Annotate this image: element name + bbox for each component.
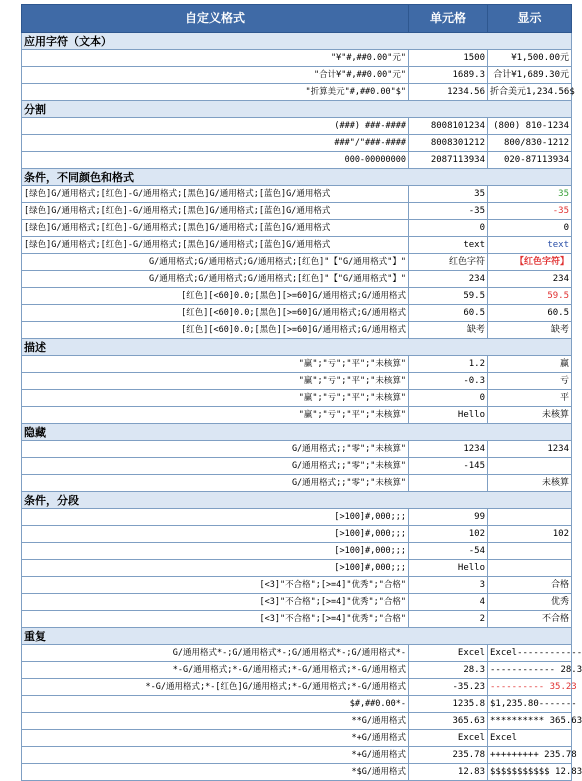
table-row xyxy=(22,118,572,135)
section-row xyxy=(22,33,572,50)
value-cell[interactable]: text xyxy=(409,237,488,254)
display-cell[interactable]: $$$$$$$$$$$ 12.83 xyxy=(488,764,572,781)
section-row xyxy=(22,424,572,441)
table-row xyxy=(22,67,572,84)
format-cell[interactable]: [<3]"不合格";[>=4]"优秀";"合格" xyxy=(22,577,409,594)
format-cell[interactable]: "¥"#,##0.00"元" xyxy=(22,50,409,67)
display-cell[interactable]: 020-87113934 xyxy=(488,152,572,169)
table-row xyxy=(22,458,572,475)
table-row xyxy=(22,526,572,543)
value-cell[interactable] xyxy=(409,475,488,492)
table-row xyxy=(22,50,572,67)
display-cell[interactable] xyxy=(488,543,572,560)
section-title[interactable]: 条件，分段 xyxy=(22,492,572,509)
format-cell[interactable]: "赢";"亏";"平";"未核算" xyxy=(22,373,409,390)
value-cell[interactable]: 102 xyxy=(409,526,488,543)
value-cell[interactable]: 1235.8 xyxy=(409,696,488,713)
display-cell[interactable]: 赢 xyxy=(488,356,572,373)
section-row xyxy=(22,628,572,645)
format-cell[interactable]: "赢";"亏";"平";"未核算" xyxy=(22,356,409,373)
table-row xyxy=(22,475,572,492)
display-cell[interactable]: ------------ 28.3 xyxy=(488,662,572,679)
display-cell[interactable]: 800/830-1212 xyxy=(488,135,572,152)
format-cell[interactable]: 000-00000000 xyxy=(22,152,409,169)
table-row xyxy=(22,713,572,730)
table-row xyxy=(22,220,572,237)
format-cell[interactable]: $#,##0.00*- xyxy=(22,696,409,713)
format-cell[interactable]: G/通用格式*-;G/通用格式*-;G/通用格式*-;G/通用格式*- xyxy=(22,645,409,662)
table-row xyxy=(22,560,572,577)
value-cell[interactable]: Excel xyxy=(409,730,488,747)
value-cell[interactable]: Hello xyxy=(409,560,488,577)
display-cell[interactable]: 234 xyxy=(488,271,572,288)
display-cell[interactable]: 亏 xyxy=(488,373,572,390)
table-row xyxy=(22,373,572,390)
format-cell[interactable]: [>100]#,000;;; xyxy=(22,509,409,526)
header-row xyxy=(22,5,572,33)
format-cell[interactable]: "赢";"亏";"平";"未核算" xyxy=(22,390,409,407)
format-cell[interactable]: G/通用格式;G/通用格式;G/通用格式;[红色]"【"G/通用格式"】" xyxy=(22,254,409,271)
value-cell[interactable]: 59.5 xyxy=(409,288,488,305)
format-cell[interactable]: [绿色]G/通用格式;[红色]-G/通用格式;[黑色]G/通用格式;[蓝色]G/通用格式 xyxy=(22,237,409,254)
display-cell[interactable]: 1234 xyxy=(488,441,572,458)
value-cell[interactable]: -35.23 xyxy=(409,679,488,696)
table-row xyxy=(22,135,572,152)
value-cell[interactable]: 红色字符 xyxy=(409,254,488,271)
format-cell[interactable]: [红色][<60]0.0;[黑色][>=60]G/通用格式;G/通用格式 xyxy=(22,288,409,305)
header-format[interactable]: 自定义格式 xyxy=(22,5,409,33)
table-row xyxy=(22,254,572,271)
value-cell[interactable]: 1234.56 xyxy=(409,84,488,101)
value-cell[interactable]: 8008301212 xyxy=(409,135,488,152)
format-cell[interactable]: **G/通用格式 xyxy=(22,713,409,730)
value-cell[interactable]: Excel xyxy=(409,645,488,662)
display-cell[interactable]: ********** 365.63 xyxy=(488,713,572,730)
display-cell[interactable]: text xyxy=(488,237,572,254)
section-row xyxy=(22,169,572,186)
display-cell[interactable]: 未核算 xyxy=(488,475,572,492)
table-row xyxy=(22,84,572,101)
display-cell[interactable]: 折合美元1,234.56$ xyxy=(488,84,572,101)
table-row xyxy=(22,611,572,628)
section-title[interactable]: 描述 xyxy=(22,339,572,356)
display-cell[interactable] xyxy=(488,509,572,526)
table-row xyxy=(22,288,572,305)
value-cell[interactable]: -35 xyxy=(409,203,488,220)
display-cell[interactable] xyxy=(488,458,572,475)
format-cell[interactable]: [<3]"不合格";[>=4]"优秀";"合格" xyxy=(22,594,409,611)
table-row xyxy=(22,271,572,288)
value-cell[interactable]: 35 xyxy=(409,186,488,203)
table-row xyxy=(22,305,572,322)
value-cell[interactable]: 365.63 xyxy=(409,713,488,730)
value-cell[interactable]: 4 xyxy=(409,594,488,611)
value-cell[interactable]: 60.5 xyxy=(409,305,488,322)
format-cell[interactable]: G/通用格式;G/通用格式;G/通用格式;[红色]"【"G/通用格式"】" xyxy=(22,271,409,288)
format-cell[interactable]: *-G/通用格式;*-[红色]G/通用格式;*-G/通用格式;*-G/通用格式 xyxy=(22,679,409,696)
table-row xyxy=(22,594,572,611)
display-cell[interactable]: 35 xyxy=(488,186,572,203)
table-row xyxy=(22,543,572,560)
format-cell[interactable]: *+G/通用格式 xyxy=(22,747,409,764)
value-cell[interactable]: 1689.3 xyxy=(409,67,488,84)
table-row xyxy=(22,356,572,373)
table-row xyxy=(22,186,572,203)
table-row xyxy=(22,645,572,662)
format-cell[interactable]: "折算美元"#,##0.00"$" xyxy=(22,84,409,101)
value-cell[interactable]: 8008101234 xyxy=(409,118,488,135)
table-row xyxy=(22,441,572,458)
display-cell[interactable]: 0 xyxy=(488,220,572,237)
table-row xyxy=(22,322,572,339)
section-title[interactable]: 条件，不同颜色和格式 xyxy=(22,169,572,186)
format-cell[interactable]: [>100]#,000;;; xyxy=(22,526,409,543)
custom-format-table xyxy=(21,4,582,781)
value-cell[interactable]: 2087113934 xyxy=(409,152,488,169)
display-cell[interactable]: 不合格 xyxy=(488,611,572,628)
section-title[interactable]: 隐藏 xyxy=(22,424,572,441)
display-cell[interactable]: Excel------------ xyxy=(488,645,572,662)
header-cell[interactable]: 单元格 xyxy=(409,5,488,33)
value-cell[interactable]: Hello xyxy=(409,407,488,424)
display-cell[interactable]: 平 xyxy=(488,390,572,407)
display-cell[interactable]: 缺考 xyxy=(488,322,572,339)
table-row xyxy=(22,390,572,407)
value-cell[interactable]: -54 xyxy=(409,543,488,560)
value-cell[interactable]: -145 xyxy=(409,458,488,475)
display-cell[interactable]: 【红色字符】 xyxy=(488,254,572,271)
display-cell[interactable]: 合计¥1,689.30元 xyxy=(488,67,572,84)
value-cell[interactable]: 12.83 xyxy=(409,764,488,781)
table-row xyxy=(22,730,572,747)
format-cell[interactable]: [绿色]G/通用格式;[红色]-G/通用格式;[黑色]G/通用格式;[蓝色]G/通用格式 xyxy=(22,186,409,203)
display-cell[interactable]: 60.5 xyxy=(488,305,572,322)
format-cell[interactable]: *$G/通用格式 xyxy=(22,764,409,781)
format-cell[interactable]: "合计¥"#,##0.00"元" xyxy=(22,67,409,84)
display-cell[interactable]: ¥1,500.00元 xyxy=(488,50,572,67)
format-cell[interactable]: "赢";"亏";"平";"未核算" xyxy=(22,407,409,424)
format-cell[interactable]: [红色][<60]0.0;[黑色][>=60]G/通用格式;G/通用格式 xyxy=(22,322,409,339)
format-cell[interactable]: (###) ###-#### xyxy=(22,118,409,135)
display-cell[interactable]: 102 xyxy=(488,526,572,543)
format-cell[interactable]: *+G/通用格式 xyxy=(22,730,409,747)
table-row xyxy=(22,509,572,526)
format-cell[interactable]: *-G/通用格式;*-G/通用格式;*-G/通用格式;*-G/通用格式 xyxy=(22,662,409,679)
display-cell[interactable]: -35 xyxy=(488,203,572,220)
table-row xyxy=(22,662,572,679)
section-row xyxy=(22,492,572,509)
format-table-container xyxy=(21,4,582,781)
value-cell[interactable]: 234 xyxy=(409,271,488,288)
section-title[interactable]: 分割 xyxy=(22,101,572,118)
display-cell[interactable]: $1,235.80------- xyxy=(488,696,572,713)
format-cell[interactable]: [<3]"不合格";[>=4]"优秀";"合格" xyxy=(22,611,409,628)
format-cell[interactable]: G/通用格式;;"零";"未核算" xyxy=(22,441,409,458)
value-cell[interactable]: 28.3 xyxy=(409,662,488,679)
value-cell[interactable]: 0 xyxy=(409,220,488,237)
display-cell[interactable]: 59.5 xyxy=(488,288,572,305)
display-cell[interactable]: Excel xyxy=(488,730,572,747)
value-cell[interactable]: 1500 xyxy=(409,50,488,67)
display-cell[interactable]: 优秀 xyxy=(488,594,572,611)
table-row xyxy=(22,152,572,169)
value-cell[interactable]: 2 xyxy=(409,611,488,628)
display-cell[interactable]: 合格 xyxy=(488,577,572,594)
table-row xyxy=(22,764,572,781)
format-cell[interactable]: [绿色]G/通用格式;[红色]-G/通用格式;[黑色]G/通用格式;[蓝色]G/通用格式 xyxy=(22,220,409,237)
format-cell[interactable]: G/通用格式;;"零";"未核算" xyxy=(22,458,409,475)
format-cell[interactable]: G/通用格式;;"零";"未核算" xyxy=(22,475,409,492)
format-cell[interactable]: [绿色]G/通用格式;[红色]-G/通用格式;[黑色]G/通用格式;[蓝色]G/通用格式 xyxy=(22,203,409,220)
display-cell[interactable] xyxy=(488,560,572,577)
value-cell[interactable]: 235.78 xyxy=(409,747,488,764)
table-row xyxy=(22,696,572,713)
value-cell[interactable]: 3 xyxy=(409,577,488,594)
table-row xyxy=(22,407,572,424)
value-cell[interactable]: 1234 xyxy=(409,441,488,458)
value-cell[interactable]: 1.2 xyxy=(409,356,488,373)
table-row xyxy=(22,203,572,220)
table-row xyxy=(22,679,572,696)
display-cell[interactable]: (800) 810-1234 xyxy=(488,118,572,135)
table-row xyxy=(22,747,572,764)
format-cell[interactable]: ###"/"###-#### xyxy=(22,135,409,152)
display-cell[interactable]: ---------- 35.23 xyxy=(488,679,572,696)
value-cell[interactable]: 99 xyxy=(409,509,488,526)
section-title[interactable]: 应用字符（文本） xyxy=(22,33,572,50)
format-cell[interactable]: [>100]#,000;;; xyxy=(22,543,409,560)
display-cell[interactable]: +++++++++ 235.78 xyxy=(488,747,572,764)
format-cell[interactable]: [>100]#,000;;; xyxy=(22,560,409,577)
value-cell[interactable]: 0 xyxy=(409,390,488,407)
header-display[interactable]: 显示 xyxy=(488,5,572,33)
section-row xyxy=(22,101,572,118)
display-cell[interactable]: 未核算 xyxy=(488,407,572,424)
value-cell[interactable]: 缺考 xyxy=(409,322,488,339)
table-row xyxy=(22,577,572,594)
section-title[interactable]: 重复 xyxy=(22,628,572,645)
section-row xyxy=(22,339,572,356)
value-cell[interactable]: -0.3 xyxy=(409,373,488,390)
table-body xyxy=(22,33,582,781)
format-cell[interactable]: [红色][<60]0.0;[黑色][>=60]G/通用格式;G/通用格式 xyxy=(22,305,409,322)
table-row xyxy=(22,237,572,254)
